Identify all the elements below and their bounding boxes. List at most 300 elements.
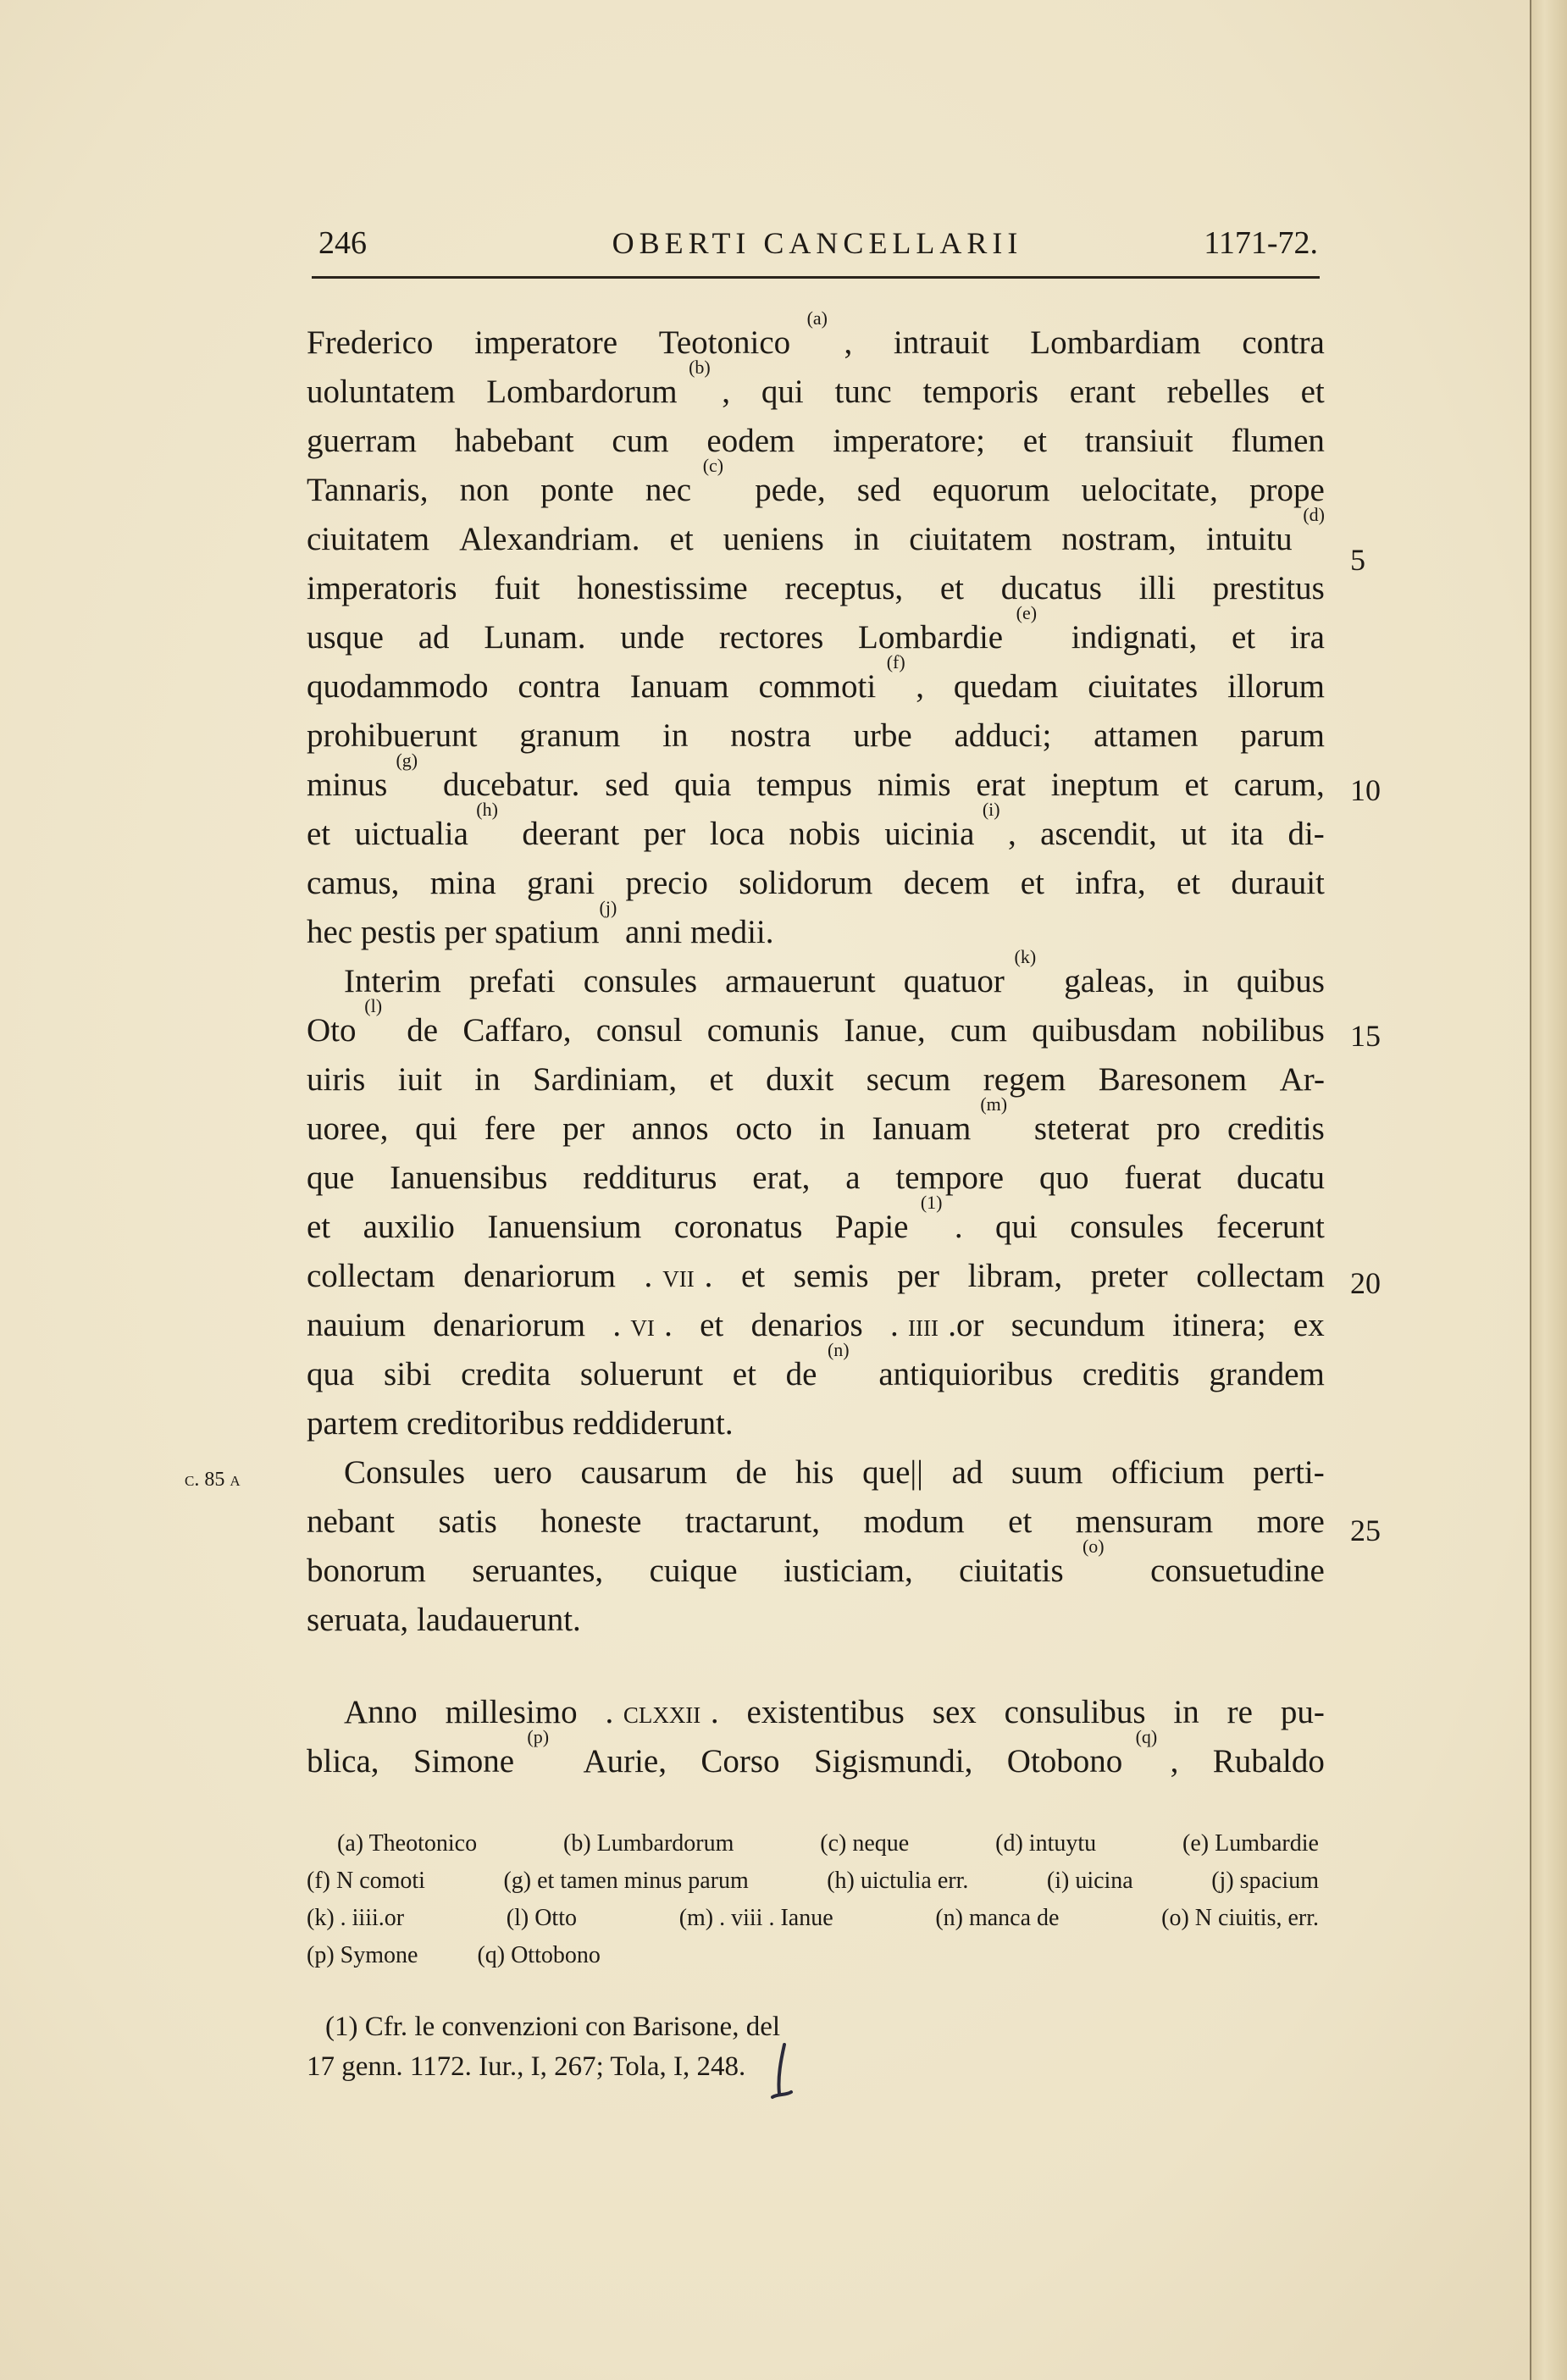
word: sibi (384, 1356, 432, 1392)
space (734, 1301, 742, 1350)
footnote-item: (k) . iiii.or (307, 1905, 405, 1931)
footnote-item: (o) N ciuitis, err. (1161, 1905, 1319, 1931)
word: Papie (834, 1209, 909, 1245)
word: ciuitatem (909, 521, 1033, 557)
space (1147, 368, 1155, 417)
space (874, 1154, 883, 1203)
word: guerram (307, 423, 417, 459)
word: sed (856, 472, 901, 508)
word: creditoribus (407, 1405, 565, 1442)
word: per (897, 1258, 939, 1294)
word: commoti (758, 668, 877, 705)
word: hec (307, 914, 353, 950)
space (704, 515, 712, 564)
word: temporis (922, 374, 1038, 410)
word: ciuitates (1088, 668, 1199, 705)
space (884, 859, 893, 908)
space (637, 711, 645, 761)
space (1263, 1688, 1271, 1737)
footnote-marker: (1) (920, 1192, 943, 1213)
roman-numeral: iiii (907, 1307, 939, 1343)
text-line (307, 1093, 1325, 1154)
word: seruantes, (472, 1553, 604, 1589)
word: Sardiniam, (533, 1061, 678, 1098)
space (690, 1006, 699, 1055)
word: Lombardiam (1030, 324, 1201, 361)
word: itinera; (1172, 1307, 1266, 1343)
word: libram, (967, 1258, 1063, 1294)
word: comunis (706, 1012, 819, 1049)
space (611, 662, 619, 711)
word: nimis (877, 767, 951, 803)
space (1116, 564, 1125, 613)
word: pro (1156, 1110, 1201, 1147)
word: ciuitatis (959, 1553, 1064, 1589)
space (993, 1448, 1001, 1497)
footnote-row (307, 1825, 1319, 1862)
word: consuetudine (1150, 1553, 1325, 1589)
word: in (853, 521, 880, 557)
word: coronatus (673, 1209, 803, 1245)
text-line (307, 602, 1325, 662)
text-line (307, 1055, 1325, 1104)
word: qui (761, 374, 804, 410)
word: Simone (413, 1743, 515, 1779)
space (472, 564, 480, 613)
word: . (664, 1307, 673, 1343)
space (762, 564, 771, 613)
word: tempore (895, 1160, 1005, 1196)
word: creditis (1082, 1356, 1180, 1392)
word: attamen (1094, 717, 1199, 754)
space (467, 1203, 475, 1252)
word: prope (1249, 472, 1325, 508)
word: mensuram (1075, 1503, 1214, 1540)
word: precio (625, 865, 708, 901)
word: prohibuerunt (307, 717, 478, 754)
space (1281, 368, 1289, 417)
space (728, 1688, 737, 1737)
space (745, 1055, 754, 1104)
space (983, 1497, 991, 1547)
word: galeas, (1064, 963, 1155, 999)
word: solidorum (739, 865, 873, 901)
space (1043, 515, 1051, 564)
word: officium (1111, 1454, 1225, 1491)
space (1168, 761, 1177, 810)
word: fuit (494, 570, 540, 606)
space (617, 908, 625, 957)
space (454, 1055, 462, 1104)
space (622, 1547, 630, 1596)
word: in (1182, 963, 1209, 999)
page-edge-line (1530, 0, 1531, 2380)
space (1269, 613, 1277, 662)
space (1123, 1547, 1132, 1596)
word: loca (709, 816, 765, 852)
word: , (1007, 816, 1016, 852)
space (756, 1547, 765, 1596)
space (986, 1737, 994, 1786)
space (1271, 810, 1280, 859)
text-line (307, 417, 1325, 466)
word: preter (1090, 1258, 1168, 1294)
word: de (735, 1454, 767, 1491)
word: octo (735, 1110, 793, 1147)
margin-note: c. 85 a (185, 1469, 241, 1491)
text-line (307, 1497, 1325, 1547)
word: habebant (454, 423, 574, 459)
word: transiuit (1084, 423, 1193, 459)
word: et (1008, 1503, 1033, 1540)
footnotes (307, 1825, 1319, 1974)
word: reddiderunt. (573, 1405, 734, 1442)
space (1017, 1154, 1026, 1203)
space (595, 1301, 603, 1350)
word: sex (932, 1694, 977, 1730)
note-line: (1) Cfr. le convenzioni con Barisone, del (325, 2012, 781, 2042)
space (397, 613, 406, 662)
space (390, 1006, 399, 1055)
word: causarum (580, 1454, 707, 1491)
space (885, 957, 894, 1006)
word: carum, (1233, 767, 1325, 803)
word: perti- (1253, 1454, 1325, 1491)
space (1000, 417, 1009, 466)
word: millesimo (445, 1694, 578, 1730)
space (1209, 1688, 1217, 1737)
word: , (844, 324, 853, 361)
space (694, 810, 702, 859)
word: uoluntatem (307, 374, 456, 410)
word: tunc (834, 374, 892, 410)
text-line (307, 799, 1325, 859)
space (935, 662, 944, 711)
space (735, 466, 744, 515)
text-line (307, 897, 1325, 957)
footnote-item: (g) et tamen minus parum (503, 1868, 749, 1894)
space (1138, 1104, 1147, 1154)
word: granum (519, 717, 621, 754)
space (651, 515, 659, 564)
footnote-item: (j) spacium (1211, 1868, 1319, 1894)
word: ducebatur. (443, 767, 580, 803)
word: fuerat (1124, 1160, 1202, 1196)
word: ineptum (1050, 767, 1160, 803)
word: usque (307, 619, 384, 656)
footnote-item: (m) . viii . Ianue (678, 1905, 833, 1931)
space (440, 466, 448, 515)
footnote-row (307, 1937, 1319, 1974)
space (682, 1301, 690, 1350)
running-years: 1171-72. (1204, 225, 1318, 261)
footnote-marker: (f) (886, 651, 905, 672)
space (397, 1104, 406, 1154)
space (1064, 1350, 1072, 1399)
word: unde (620, 619, 685, 656)
space (903, 368, 911, 417)
word: intuitu (1205, 521, 1293, 557)
word: cuique (649, 1553, 738, 1589)
word: per (562, 1110, 605, 1147)
word: et (700, 1307, 724, 1343)
roman-numeral: vi (630, 1307, 655, 1343)
word: deerant (522, 816, 620, 852)
space (1190, 564, 1199, 613)
word: tempus (756, 767, 852, 803)
running-title: OBERTI CANCELLARII (612, 226, 1023, 260)
word: erat (976, 767, 1026, 803)
space (679, 1737, 688, 1786)
space (562, 1737, 570, 1786)
space (445, 1547, 453, 1596)
space (834, 515, 843, 564)
space (1050, 613, 1059, 662)
space (392, 1737, 401, 1786)
word: ducatus (1000, 570, 1102, 606)
word: auxilio (363, 1209, 455, 1245)
word: indignati, (1071, 619, 1198, 656)
word: pestis (360, 914, 436, 950)
word: consules (583, 963, 697, 999)
word: steterat (1033, 1110, 1130, 1147)
footnote-marker: (d) (1303, 504, 1325, 525)
word: et (307, 1209, 331, 1245)
space (450, 318, 458, 368)
word: imperatore (474, 324, 618, 361)
space (698, 613, 706, 662)
footnote-marker: (l) (364, 995, 383, 1016)
footnote-item: (q) Ottobono (477, 1942, 601, 1968)
space (1208, 417, 1216, 466)
footnote-marker: (o) (1082, 1536, 1105, 1557)
space (730, 1154, 739, 1203)
word: in (474, 1061, 501, 1098)
space (507, 859, 516, 908)
line-number: 5 (1350, 543, 1365, 577)
text-line (307, 1192, 1325, 1252)
space (1024, 810, 1033, 859)
note-line: 17 genn. 1172. Iur., I, 267; Tola, I, 248. (307, 2051, 746, 2082)
word: uoree, (307, 1110, 389, 1147)
main-text (307, 307, 1325, 1645)
word: Ar- (1279, 1061, 1325, 1098)
word: ascendit, (1040, 816, 1157, 852)
space (467, 368, 475, 417)
space (815, 368, 823, 417)
space (890, 515, 899, 564)
word: quibusdam (1032, 1012, 1177, 1049)
word: . (889, 1307, 899, 1343)
space (446, 1006, 455, 1055)
space (565, 957, 573, 1006)
space (368, 1154, 376, 1203)
space (442, 1350, 451, 1399)
space (614, 1104, 623, 1154)
space (994, 1301, 1002, 1350)
word: iuit (397, 1061, 442, 1098)
text-line (307, 651, 1325, 711)
word: .or (948, 1307, 984, 1343)
space (1046, 957, 1055, 1006)
space (844, 1448, 852, 1497)
space (451, 957, 459, 1006)
word: collectam (1196, 1258, 1325, 1294)
footnote-marker: (m) (980, 1093, 1008, 1115)
word: contra (1242, 324, 1325, 361)
space (628, 810, 636, 859)
footnote-row (307, 1900, 1319, 1937)
word: soluerunt (579, 1356, 704, 1392)
space (339, 810, 347, 859)
space (1157, 859, 1166, 908)
word: urbe (853, 717, 912, 754)
word: et (732, 1356, 756, 1392)
word: Baresonem (1098, 1061, 1248, 1098)
word: rectores (718, 619, 824, 656)
word: honestissime (577, 570, 748, 606)
space (815, 1203, 823, 1252)
word: credita (461, 1356, 551, 1392)
word: intrauit (893, 324, 989, 361)
word: grani (527, 865, 595, 901)
word: quia (674, 767, 732, 803)
word: Anno (344, 1694, 418, 1730)
word: nobis (789, 816, 861, 852)
word: secum (866, 1061, 951, 1098)
space (986, 1688, 994, 1737)
word: imperatore; (833, 423, 985, 459)
word: cum (950, 1012, 1007, 1049)
space (426, 761, 435, 810)
space (929, 711, 938, 761)
word: camus, (307, 865, 400, 901)
word: adduci; (954, 717, 1052, 754)
text-line (307, 357, 1325, 417)
space (561, 1154, 569, 1203)
footnote-item: (f) N comoti (307, 1868, 425, 1894)
word: denarios (750, 1307, 863, 1343)
text-line (307, 946, 1325, 1006)
footnote-item: (b) Lumbardorum (563, 1830, 734, 1857)
word: annos (631, 1110, 709, 1147)
space (515, 1497, 523, 1547)
space (689, 1055, 697, 1104)
word: Caffaro, (462, 1012, 572, 1049)
word: et (669, 521, 694, 557)
space (499, 662, 507, 711)
handwritten-mark-icon (769, 2043, 795, 2102)
page-edge (1530, 0, 1567, 2380)
word: et (1184, 767, 1209, 803)
space (415, 1301, 424, 1350)
space (1093, 1448, 1101, 1497)
text-line (307, 750, 1325, 810)
footnote-marker: (g) (396, 750, 418, 771)
word: que (307, 1160, 355, 1196)
word: uictualia (354, 816, 468, 852)
space (521, 466, 529, 515)
word: fere (484, 1110, 536, 1147)
anno-paragraph (307, 1688, 1325, 1786)
space (1215, 810, 1223, 859)
word: nebant (307, 1503, 395, 1540)
word: grandem (1209, 1356, 1325, 1392)
word: nobilibus (1201, 1012, 1325, 1049)
space (846, 1055, 855, 1104)
word: qua (307, 1356, 355, 1392)
space (1102, 1154, 1110, 1203)
word: pede, (755, 472, 826, 508)
space (1215, 711, 1224, 761)
footnote-marker: (k) (1014, 946, 1037, 967)
space (1209, 662, 1217, 711)
space (706, 711, 714, 761)
word: sed (605, 767, 650, 803)
word: qui (995, 1209, 1038, 1245)
text-line (307, 1688, 1325, 1737)
word: pu- (1280, 1694, 1325, 1730)
header-rule (312, 276, 1320, 279)
space (933, 1448, 942, 1497)
space (365, 1350, 374, 1399)
space (562, 1448, 571, 1497)
line-number: 10 (1350, 773, 1381, 807)
space (861, 761, 869, 810)
word: anni (625, 914, 683, 950)
word: Lombardorum (486, 374, 678, 410)
word: Corso (700, 1743, 780, 1779)
word: Alexandriam. (459, 521, 640, 557)
space (1211, 859, 1220, 908)
text-line (307, 504, 1325, 564)
space (742, 368, 750, 417)
space (1068, 711, 1077, 761)
space (719, 859, 728, 908)
space (494, 711, 502, 761)
word: minus (307, 767, 388, 803)
space (1061, 466, 1070, 515)
space (1016, 1006, 1024, 1055)
word: blica, (307, 1743, 379, 1779)
line-number: 15 (1350, 1019, 1381, 1053)
word: modum (863, 1503, 965, 1540)
word: et (1020, 865, 1044, 901)
space (1154, 1301, 1163, 1350)
word: prefati (468, 963, 556, 999)
word: quo (1038, 1160, 1089, 1196)
word: ad (951, 1454, 983, 1491)
space (1259, 1055, 1267, 1104)
word: imperatoris (307, 570, 457, 606)
word: ut (1181, 816, 1207, 852)
text-line (307, 1448, 1325, 1497)
word: Ianuam (629, 668, 729, 705)
footnote-item: (a) Theotonico (337, 1830, 478, 1857)
space (714, 1350, 723, 1399)
word: in (819, 1110, 845, 1147)
word: et (1300, 374, 1325, 410)
word: ita (1230, 816, 1264, 852)
word: eodem (706, 423, 795, 459)
space (1034, 761, 1043, 810)
word: durauit (1231, 865, 1325, 901)
word: . (710, 1694, 719, 1730)
word: flumen (1231, 423, 1325, 459)
space (659, 1497, 667, 1547)
word: seruata, (307, 1602, 409, 1638)
footnote-marker: (q) (1135, 1726, 1158, 1747)
